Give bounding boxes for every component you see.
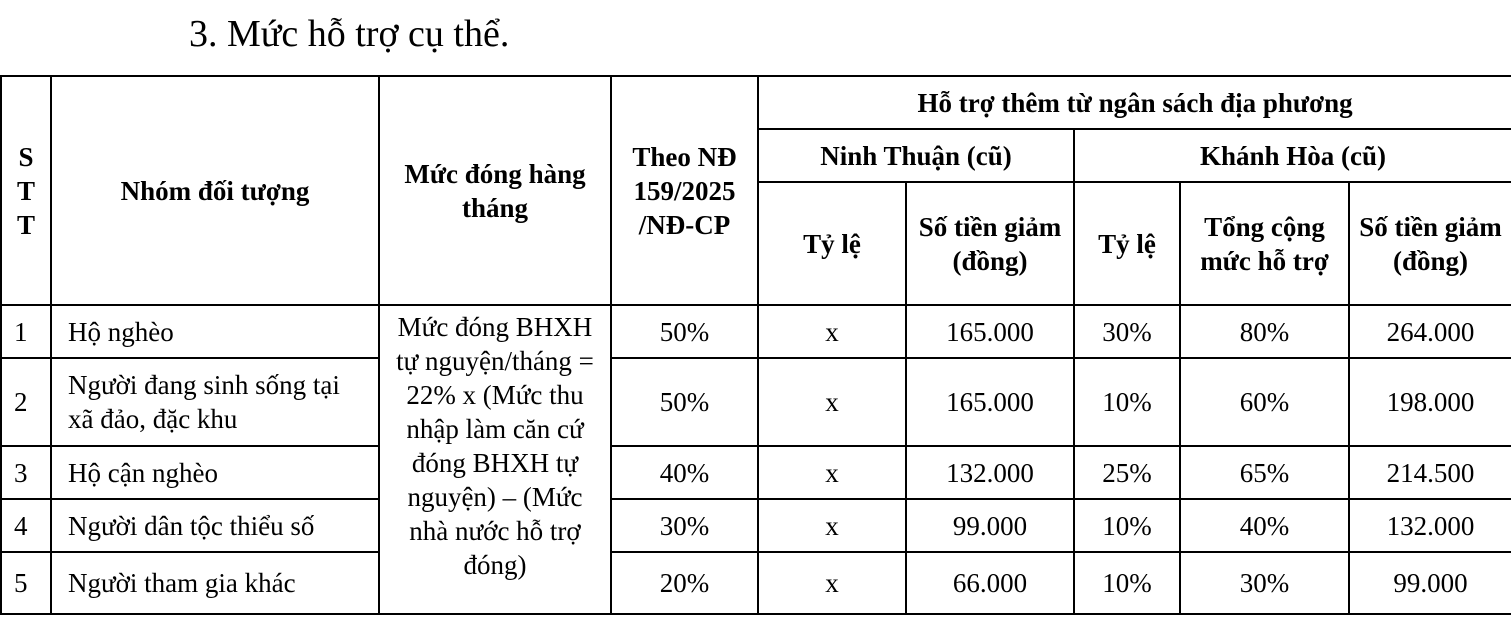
row-group: Hộ nghèo [51, 305, 379, 358]
row-kh-ratio: 25% [1074, 446, 1180, 499]
row-nt-ratio: x [758, 446, 906, 499]
row-kh-amount: 264.000 [1349, 305, 1511, 358]
support-table [0, 75, 1511, 615]
header-monthly-rate: Mức đóng hàng tháng [379, 76, 611, 305]
row-nd: 30% [611, 499, 758, 552]
header-stt-letter: S [18, 141, 34, 172]
row-group: Hộ cận nghèo [51, 446, 379, 499]
row-kh-total: 40% [1180, 499, 1349, 552]
row-nd: 40% [611, 446, 758, 499]
row-nt-ratio: x [758, 552, 906, 614]
row-nt-amount: 66.000 [906, 552, 1074, 614]
section-heading: 3. Mức hỗ trợ cụ thể. [189, 13, 510, 55]
table-row [1, 305, 1511, 358]
row-kh-amount: 214.500 [1349, 446, 1511, 499]
header-stt [1, 76, 51, 305]
row-kh-ratio: 10% [1074, 552, 1180, 614]
header-nd: Theo NĐ 159/2025 /NĐ-CP [611, 76, 758, 305]
row-group: Người tham gia khác [51, 552, 379, 614]
row-kh-ratio: 10% [1074, 499, 1180, 552]
header-group: Nhóm đối tượng [51, 76, 379, 305]
merged-rate-formula [379, 305, 611, 614]
header-nt-ratio: Tỷ lệ [758, 182, 906, 305]
row-nt-amount: 132.000 [906, 446, 1074, 499]
row-stt: 4 [1, 499, 51, 552]
header-kh-total: Tổng cộng mức hỗ trợ [1180, 182, 1349, 305]
header-nt-amount: Số tiền giảm (đồng) [906, 182, 1074, 305]
row-group: Người đang sinh sống tại xã đảo, đặc khu [51, 358, 379, 446]
row-nt-amount: 165.000 [906, 305, 1074, 358]
table-row [1, 446, 1511, 499]
row-stt: 1 [1, 305, 51, 358]
row-nt-ratio: x [758, 305, 906, 358]
row-kh-amount: 198.000 [1349, 358, 1511, 446]
row-nt-ratio: x [758, 499, 906, 552]
row-kh-total: 30% [1180, 552, 1349, 614]
row-nt-ratio: x [758, 358, 906, 446]
row-nd: 50% [611, 358, 758, 446]
header-kh-ratio: Tỷ lệ [1074, 182, 1180, 305]
table-row [1, 499, 1511, 552]
row-group: Người dân tộc thiểu số [51, 499, 379, 552]
header-ninh-thuan: Ninh Thuận (cũ) [758, 129, 1074, 182]
table-row [1, 552, 1511, 614]
row-nd: 50% [611, 305, 758, 358]
row-kh-ratio: 10% [1074, 358, 1180, 446]
row-kh-ratio: 30% [1074, 305, 1180, 358]
row-kh-amount: 99.000 [1349, 552, 1511, 614]
row-stt: 5 [1, 552, 51, 614]
row-kh-total: 65% [1180, 446, 1349, 499]
header-local-support: Hỗ trợ thêm từ ngân sách địa phương [758, 76, 1511, 129]
header-kh-amount: Số tiền giảm (đồng) [1349, 182, 1511, 305]
table-row [1, 358, 1511, 446]
row-nt-amount: 99.000 [906, 499, 1074, 552]
row-kh-total: 60% [1180, 358, 1349, 446]
row-kh-total: 80% [1180, 305, 1349, 358]
header-stt-letter: T [16, 209, 35, 240]
header-stt-letter: T [16, 175, 35, 206]
header-khanh-hoa: Khánh Hòa (cũ) [1074, 129, 1511, 182]
row-nd: 20% [611, 552, 758, 614]
row-nt-amount: 165.000 [906, 358, 1074, 446]
row-stt: 2 [1, 358, 51, 446]
merged-rate-text: Mức đóng BHXH tự nguyện/tháng = 22% x (Mức thu nhập làm căn cứ đóng BHXH tự nguyện) – (Mức nhà nước hỗ trợ đóng) [396, 312, 594, 580]
header-row-1 [1, 76, 1511, 129]
row-kh-amount: 132.000 [1349, 499, 1511, 552]
row-stt: 3 [1, 446, 51, 499]
